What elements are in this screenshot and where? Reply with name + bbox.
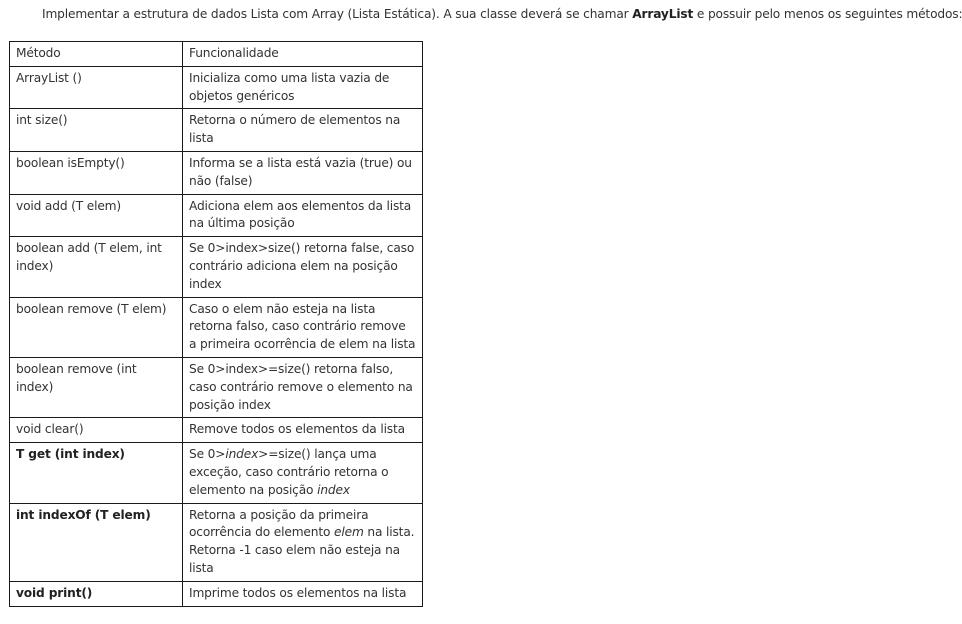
functionality-cell: Informa se a lista está vazia (true) ou não (false) xyxy=(183,151,423,194)
header-method: Método xyxy=(10,42,183,67)
method-cell: boolean remove (int index) xyxy=(10,357,183,417)
func-text-italic: index xyxy=(225,447,259,462)
table-row xyxy=(10,297,423,357)
functionality-cell: Se 0>index>=size() retorna falso, caso contrário remove o elemento na posição index xyxy=(183,357,423,417)
header-functionality: Funcionalidade xyxy=(183,42,423,67)
func-text: Retorna a posição da primeira ocorrência do elemento xyxy=(189,507,369,540)
intro-text-start: Implementar a estrutura de dados Lista com Array (Lista Estática). A sua classe deverá se chamar xyxy=(42,7,633,21)
func-text: Se 0> xyxy=(189,447,226,462)
func-text-italic: index xyxy=(317,482,350,497)
intro-class-name: ArrayList xyxy=(632,7,694,21)
method-cell: boolean isEmpty() xyxy=(10,151,183,194)
method-cell: int indexOf (T elem) xyxy=(10,503,183,581)
table-row xyxy=(10,503,423,581)
functionality-cell: Remove todos os elementos da lista xyxy=(183,418,423,443)
func-text: na lista. Retorna -1 caso elem não esteja na lista xyxy=(189,525,415,575)
functionality-cell: Retorna o número de elementos na lista xyxy=(183,109,423,152)
table-row xyxy=(10,443,423,503)
method-cell: boolean add (T elem, int index) xyxy=(10,237,183,297)
method-cell: ArrayList () xyxy=(10,66,183,109)
functionality-cell: Imprime todos os elementos na lista xyxy=(183,581,423,606)
method-cell: int size() xyxy=(10,109,183,152)
method-cell: boolean remove (T elem) xyxy=(10,297,183,357)
table-row xyxy=(10,66,423,109)
intro-text-end: e possuir pelo menos os seguintes métodos: xyxy=(693,7,962,21)
func-text-italic: elem xyxy=(334,525,364,540)
table-row xyxy=(10,109,423,152)
functionality-cell: Se 0>index>size() retorna false, caso contrário adiciona elem na posição index xyxy=(183,237,423,297)
table-row xyxy=(10,418,423,443)
table-row xyxy=(10,194,423,237)
functionality-cell: Inicializa como uma lista vazia de objetos genéricos xyxy=(183,66,423,109)
functionality-cell: Caso o elem não esteja na lista retorna falso, caso contrário remove a primeira ocorrência de elem na lista xyxy=(183,297,423,357)
functionality-cell xyxy=(183,443,423,503)
functionality-cell: Adiciona elem aos elementos da lista na última posição xyxy=(183,194,423,237)
methods-table xyxy=(9,41,423,607)
table-header-row xyxy=(10,42,423,67)
func-text: >=size() lança uma exceção, caso contrário retorna o elemento na posição xyxy=(189,447,389,497)
method-cell: void clear() xyxy=(10,418,183,443)
functionality-cell xyxy=(183,503,423,581)
method-cell: T get (int index) xyxy=(10,443,183,503)
table-row xyxy=(10,357,423,417)
method-cell: void add (T elem) xyxy=(10,194,183,237)
table-row xyxy=(10,237,423,297)
table-row xyxy=(10,151,423,194)
table-row xyxy=(10,581,423,606)
intro-paragraph xyxy=(42,6,962,23)
method-cell: void print() xyxy=(10,581,183,606)
